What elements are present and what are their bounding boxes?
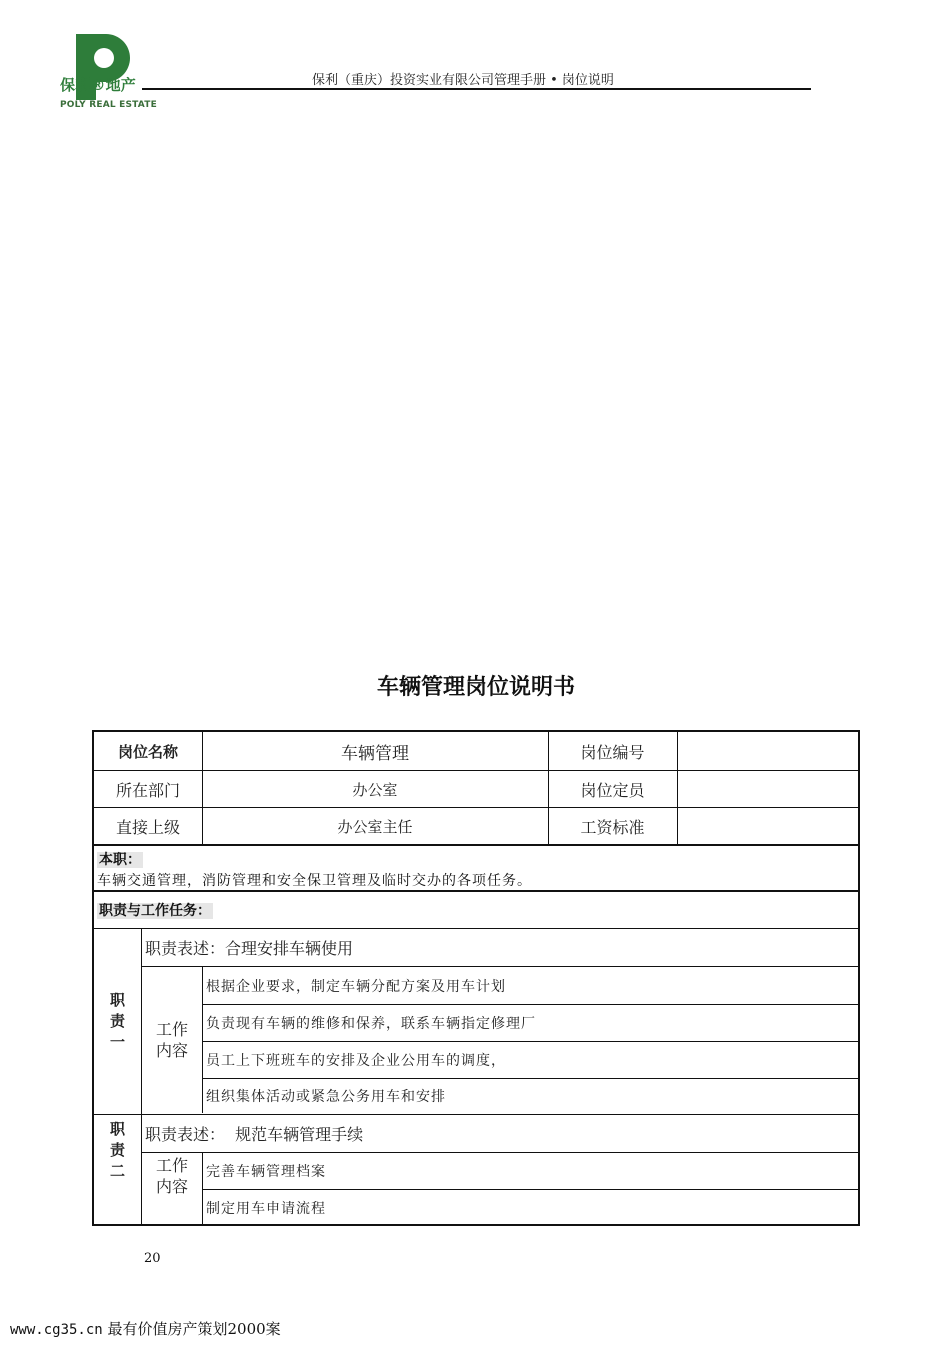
- duty-two-char: 责: [109, 1140, 125, 1159]
- duty-one-content-label: [142, 967, 202, 1113]
- headcount-label: 岗位定员: [580, 780, 645, 800]
- duty-two-char: 职: [109, 1119, 125, 1138]
- duty-one-char: 职: [109, 990, 125, 1009]
- position-name-label: 岗位名称: [117, 742, 178, 761]
- duty-one-statement: 职责表述：合理安排车辆使用: [145, 939, 354, 958]
- position-no-label: 岗位编号: [580, 742, 645, 762]
- superior-value: 办公室主任: [337, 817, 413, 836]
- job-description-table: [92, 730, 860, 1226]
- duty-one-item: 负责现有车辆的维修和保养，联系车辆指定修理厂: [206, 1016, 536, 1032]
- logo-en-text: POLY REAL ESTATE: [60, 100, 157, 110]
- duty-two-statement: 职责表述： 规范车辆管理手续: [145, 1125, 364, 1144]
- tasks-label: 职责与工作任务：: [99, 903, 211, 919]
- duty-one-char: 责: [109, 1011, 125, 1030]
- page-number: 20: [144, 1251, 161, 1266]
- duty-label-text: 本职：: [99, 852, 141, 868]
- footer-slogan: 最有价值房产策划2000案: [107, 1320, 281, 1338]
- content-label-line: 工作: [155, 1020, 188, 1039]
- duty-one-item: 组织集体活动或紧急公务用车和安排: [206, 1089, 446, 1105]
- row-divider: [94, 890, 858, 892]
- position-name-value: 车辆管理: [341, 743, 409, 764]
- duty-one-item: 员工上下班班车的安排及企业公用车的调度，: [206, 1053, 506, 1069]
- header-title: 保利（重庆）投资实业有限公司管理手册 • 岗位说明: [312, 73, 614, 88]
- footer: [10, 1318, 281, 1339]
- footer-url[interactable]: www.cg35.cn: [10, 1322, 103, 1338]
- dept-value: 办公室: [352, 780, 398, 799]
- content-label-line: 工作: [155, 1156, 188, 1175]
- duty-one-char: 一: [109, 1032, 125, 1051]
- duty-two-item: 完善车辆管理档案: [206, 1164, 326, 1180]
- document-title: 车辆管理岗位说明书: [376, 675, 575, 700]
- salary-label: 工资标准: [580, 817, 645, 837]
- duty-two-item: 制定用车申请流程: [206, 1201, 326, 1217]
- col-divider: [677, 732, 678, 844]
- superior-label: 直接上级: [115, 817, 180, 837]
- dept-label: 所在部门: [115, 780, 180, 800]
- duty-text: 车辆交通管理，消防管理和安全保卫管理及临时交办的各项任务。: [97, 873, 532, 889]
- content-label-line: 内容: [155, 1177, 188, 1196]
- col-divider: [548, 732, 549, 844]
- logo-caption: [60, 76, 157, 110]
- duty-two-name: [94, 1115, 141, 1185]
- logo-cn-text: 保利®地产: [60, 76, 137, 94]
- salary-value: [677, 808, 858, 844]
- tasks-header: [97, 900, 213, 920]
- header-divider: [142, 88, 811, 90]
- duty-two-char: 二: [109, 1161, 125, 1180]
- duty-section: [97, 848, 857, 890]
- headcount-value: [677, 771, 858, 807]
- duty-one-name: [94, 929, 141, 1113]
- col-divider: [202, 732, 203, 844]
- duty-label: [97, 849, 143, 869]
- row-divider: [94, 844, 858, 846]
- duty-one-item: 根据企业要求，制定车辆分配方案及用车计划: [206, 978, 506, 995]
- content-label-line: 内容: [155, 1041, 188, 1060]
- position-no-value: [677, 732, 858, 770]
- duty-two-content-label: [142, 1153, 202, 1226]
